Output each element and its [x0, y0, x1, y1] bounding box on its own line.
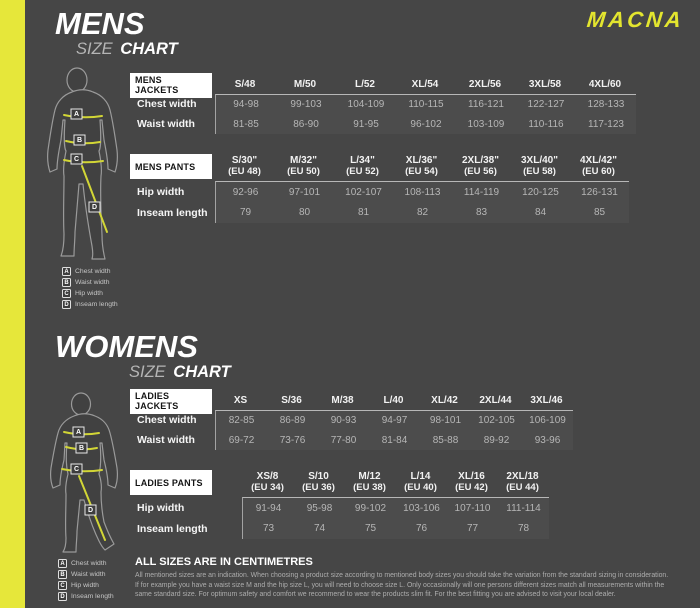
size-value: 92-96 [232, 186, 259, 198]
size-value: 128-133 [587, 99, 625, 110]
womens-measurement-legend [58, 559, 114, 603]
size-value: 78 [517, 523, 530, 534]
size-value: 97-101 [288, 186, 321, 198]
row-label: Waist width [137, 118, 195, 130]
size-value: 104-109 [347, 99, 385, 110]
column-header: L/34" (EU 52) [346, 155, 379, 177]
column-header: M/32" (EU 50) [287, 155, 320, 177]
column-header: 4XL/60 [588, 79, 622, 91]
size-value: 91-94 [255, 502, 282, 514]
male-figure [38, 56, 130, 271]
column-header: XL/36" (EU 54) [405, 155, 438, 177]
marker-a [71, 109, 82, 119]
size-value: 98-101 [429, 415, 462, 426]
size-value: 103-106 [403, 502, 440, 514]
marker-d [85, 505, 96, 515]
column-header: 3XL/40" (EU 58) [521, 155, 558, 177]
size-value: 81-85 [233, 118, 259, 130]
legend-label: Inseam length [71, 593, 114, 600]
marker-a [73, 427, 84, 437]
subtitle-chart: CHART [173, 363, 231, 381]
mens-title: MENS [55, 6, 145, 41]
size-value: 93-96 [534, 434, 561, 446]
footer-line: If for example you have a waist size M and the hip size L, you will need to choose size L. Only occasionally will one persons different sizes match all measurements within the [135, 581, 665, 589]
size-value: 94-98 [233, 99, 259, 110]
female-head [72, 393, 91, 415]
male-head [67, 68, 87, 92]
footer-disclaimer [135, 556, 668, 600]
size-value: 102-107 [345, 186, 382, 198]
marker-b [76, 443, 87, 453]
size-value: 85-88 [432, 434, 459, 446]
legend-item [58, 559, 114, 568]
column-header: L/14 (EU 40) [404, 471, 437, 493]
size-value: 116-121 [468, 99, 504, 110]
size-value: 74 [313, 523, 326, 534]
column-header: 2XL/18 (EU 44) [506, 471, 539, 493]
footer-heading: ALL SIZES ARE IN CENTIMETRES [135, 556, 313, 568]
marker-c [71, 464, 82, 474]
legend-item [62, 278, 118, 287]
table-label: MENS PANTS [130, 154, 212, 179]
legend-key-box: D [62, 300, 71, 309]
legend-key-box: B [58, 570, 67, 579]
legend-key-box: C [62, 289, 71, 298]
legend-item [62, 300, 118, 309]
size-value: 120-125 [522, 186, 559, 198]
column-header: XL/42 [431, 395, 458, 407]
legend-item [58, 570, 114, 579]
size-value: 81 [357, 207, 370, 218]
size-value: 80 [298, 207, 311, 218]
size-value: 96-102 [410, 118, 442, 130]
column-header: XL/16 (EU 42) [455, 471, 488, 493]
size-value: 69-72 [228, 434, 255, 446]
size-value: 79 [239, 207, 252, 218]
size-value: 73-76 [279, 434, 306, 446]
ladies-pants-table [130, 468, 549, 539]
size-value: 86-90 [293, 118, 319, 130]
footer-line: All mentioned sizes are an indication. When choosing a product size according to mentioned body sizes you should take the variation from the standard sizing in consideration. [135, 572, 669, 579]
size-value: 81-84 [381, 434, 408, 446]
size-value: 77-80 [330, 434, 357, 446]
marker-d [89, 202, 100, 212]
marker-b [74, 135, 85, 145]
size-value: 114-119 [463, 186, 500, 198]
legend-key-box: A [58, 559, 67, 568]
footer-line: same standard size. For optimum safety and comfort we recommend to wear the products slim fit. For the best fitting you are advised to visit your local dealer. [135, 591, 616, 599]
column-header: XL/54 [411, 79, 439, 91]
mens-jackets-table [130, 76, 636, 134]
size-value: 84 [534, 207, 547, 218]
row-label: Hip width [137, 501, 185, 514]
size-value: 77 [466, 523, 479, 534]
column-header: 4XL/42" (EU 60) [580, 155, 617, 177]
size-value: 75 [364, 523, 377, 534]
size-value: 90-93 [330, 415, 357, 426]
legend-key-box: C [58, 581, 67, 590]
column-header: 2XL/56 [468, 79, 502, 91]
size-value: 103-109 [467, 118, 505, 130]
subtitle-size: SIZE [76, 40, 113, 58]
legend-label: Chest width [75, 268, 111, 275]
accent-stripe [0, 0, 25, 608]
size-value: 91-95 [353, 118, 379, 130]
row-label: Chest width [137, 98, 197, 110]
legend-item [62, 289, 118, 298]
column-header: 3XL/58 [528, 79, 562, 91]
column-header: 3XL/46 [530, 395, 563, 407]
male-silhouette-svg [38, 56, 130, 266]
column-header: S/48 [234, 79, 256, 91]
column-header: 2XL/44 [479, 395, 512, 407]
womens-subtitle [129, 363, 231, 382]
legend-key-box: B [62, 278, 71, 287]
size-value: 76 [415, 523, 428, 534]
column-header: M/38 [331, 395, 354, 407]
table-label: LADIES JACKETS [130, 389, 212, 414]
size-value: 95-98 [306, 502, 333, 514]
column-header: S/30" (EU 48) [228, 155, 261, 177]
svg-text:A: A [75, 429, 82, 436]
size-value: 102-105 [478, 415, 515, 426]
table-label: LADIES PANTS [130, 470, 212, 495]
legend-label: Inseam length [75, 301, 118, 308]
size-value: 73 [262, 523, 275, 534]
size-value: 89-92 [483, 434, 510, 446]
size-value: 94-97 [381, 415, 408, 426]
size-value: 108-113 [404, 186, 441, 198]
size-value: 86-89 [279, 415, 306, 426]
svg-text:B: B [76, 137, 83, 144]
svg-text:B: B [78, 445, 85, 452]
column-header: 2XL/38" (EU 56) [462, 155, 499, 177]
size-value: 122-127 [527, 99, 565, 110]
svg-text:D: D [91, 204, 98, 211]
legend-label: Hip width [71, 582, 99, 589]
subtitle-size: SIZE [129, 363, 166, 381]
subtitle-chart: CHART [120, 40, 178, 58]
row-label: Inseam length [137, 206, 208, 219]
legend-item [62, 267, 118, 276]
row-label: Inseam length [137, 522, 208, 535]
size-value: 110-116 [528, 118, 564, 130]
legend-label: Waist width [75, 279, 110, 286]
size-value: 82 [416, 207, 429, 218]
svg-text:D: D [87, 507, 94, 514]
row-label: Waist width [137, 434, 195, 446]
table-label: MENS JACKETS [130, 73, 212, 98]
row-label: Chest width [137, 414, 197, 426]
mens-section-header [55, 8, 178, 59]
legend-label: Waist width [71, 571, 106, 578]
svg-text:C: C [73, 156, 80, 163]
size-value: 82-85 [228, 415, 255, 426]
column-header: XS [233, 395, 248, 407]
size-value: 99-103 [290, 99, 322, 110]
svg-text:C: C [73, 466, 80, 473]
column-header: L/52 [354, 79, 375, 91]
legend-label: Hip width [75, 290, 103, 297]
row-label: Hip width [137, 185, 185, 198]
size-value: 99-102 [354, 502, 387, 514]
mens-measurement-legend [62, 267, 118, 311]
size-value: 83 [475, 207, 488, 218]
column-header: S/36 [281, 395, 302, 407]
size-value: 126-131 [581, 186, 618, 198]
legend-item [58, 592, 114, 601]
size-value: 107-110 [454, 502, 491, 514]
ladies-jackets-table [130, 392, 573, 450]
column-header: S/10 (EU 36) [302, 471, 335, 493]
legend-key-box: A [62, 267, 71, 276]
brand-logo: MACNA [585, 7, 686, 32]
column-header: M/50 [293, 79, 317, 91]
size-value: 106-109 [529, 415, 566, 426]
marker-c [71, 154, 82, 164]
female-silhouette-svg [38, 388, 130, 558]
legend-key-box: D [58, 592, 67, 601]
size-value: 110-115 [408, 99, 444, 110]
column-header: XS/8 (EU 34) [251, 471, 284, 493]
womens-section-header [55, 331, 231, 382]
mens-pants-table [130, 152, 629, 223]
size-value: 85 [593, 207, 606, 218]
female-figure [38, 388, 130, 563]
svg-text:A: A [73, 111, 80, 118]
size-value: 117-123 [588, 118, 624, 130]
column-header: L/40 [383, 395, 404, 407]
legend-label: Chest width [71, 560, 107, 567]
size-value: 111-114 [506, 502, 541, 514]
column-header: M/12 (EU 38) [353, 471, 386, 493]
womens-title: WOMENS [55, 329, 198, 364]
legend-item [58, 581, 114, 590]
